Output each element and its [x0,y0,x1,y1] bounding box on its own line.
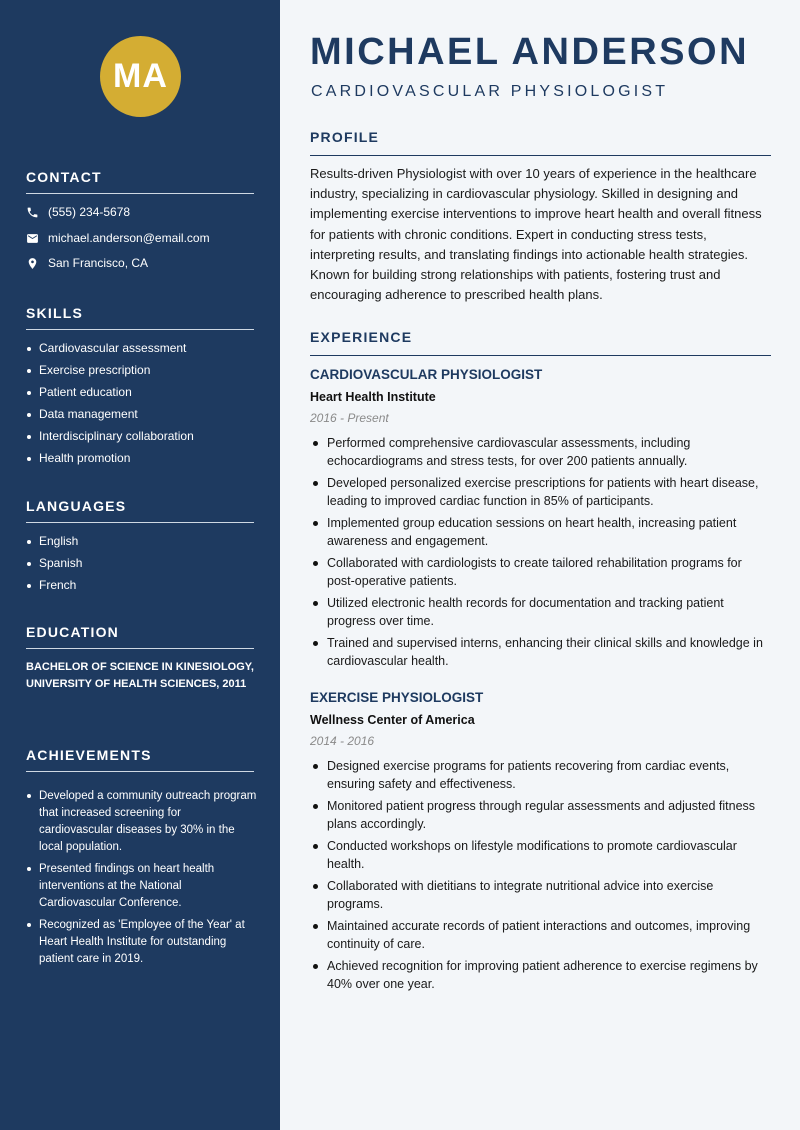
location-text: San Francisco, CA [48,256,149,270]
contact-location [26,256,148,270]
achievement-item: Presented findings on heart health interventions at the National Cardiovascular Conference. [26,861,258,912]
email-icon [26,232,39,245]
languages-heading: LANGUAGES [26,498,254,523]
job-bullet: Implemented group education sessions on heart health, increasing patient awareness and engagement. [310,514,772,550]
candidate-name: MICHAEL ANDERSON [310,31,750,73]
contact-heading: CONTACT [26,169,254,194]
job-bullet: Designed exercise programs for patients recovering from cardiac events, ensuring safety and effectiveness. [310,757,772,793]
job-bullet: Maintained accurate records of patient interactions and outcomes, improving continuity of care. [310,917,772,953]
language-item: English [26,534,256,556]
email-text: michael.anderson@email.com [48,231,210,245]
phone-text: (555) 234-5678 [48,205,131,219]
job-bullet: Monitored patient progress through regular assessments and adjusted fitness plans accordingly. [310,797,772,833]
skill-item: Patient education [26,385,256,407]
job-title: EXERCISE PHYSIOLOGIST [310,690,484,705]
job-bullet: Conducted workshops on lifestyle modifications to promote cardiovascular health. [310,837,772,873]
job-bullet: Trained and supervised interns, enhancing their clinical skills and knowledge in cardiovascular health. [310,634,772,670]
job-bullet: Utilized electronic health records for documentation and tracking patient progress over time. [310,594,772,630]
job-bullet: Collaborated with cardiologists to create tailored rehabilitation programs for post-operative patients. [310,554,772,590]
profile-heading: PROFILE [310,129,771,156]
sidebar [0,0,280,1130]
location-pin-icon [26,257,39,270]
avatar-initials: MA [100,36,181,117]
job-dates: 2014 - 2016 [310,734,375,748]
education-degree: BACHELOR OF SCIENCE IN KINESIOLOGY, UNIVERSITY OF HEALTH SCIENCES, 2011 [26,661,254,690]
phone-icon [26,206,39,219]
skill-item: Exercise prescription [26,363,256,385]
job-company: Heart Health Institute [310,390,436,404]
language-item: Spanish [26,556,256,578]
achievements-heading: ACHIEVEMENTS [26,747,254,772]
contact-email [26,231,210,245]
skills-list [26,341,256,473]
skill-item: Data management [26,407,256,429]
job-bullet: Achieved recognition for improving patient adherence to exercise regimens by 40% over one year. [310,957,772,993]
job-dates: 2016 - Present [310,411,389,425]
experience-heading: EXPERIENCE [310,329,771,356]
job-bullet: Collaborated with dietitians to integrate nutritional advice into exercise programs. [310,877,772,913]
skill-item: Interdisciplinary collaboration [26,429,256,451]
language-item: French [26,578,256,600]
contact-phone [26,205,130,219]
job-company: Wellness Center of America [310,713,475,727]
job-bullets [310,757,772,997]
education-heading: EDUCATION [26,624,254,649]
job-bullets [310,434,772,674]
job-bullet: Developed personalized exercise prescriptions for patients with heart disease, leading to improved cardiac function in 85% of participants. [310,474,772,510]
achievement-item: Developed a community outreach program that increased screening for cardiovascular diseases by 30% in the local population. [26,788,258,856]
job-title: CARDIOVASCULAR PHYSIOLOGIST [310,367,543,382]
profile-text: Results-driven Physiologist with over 10 years of experience in the healthcare industry, specializing in cardiovascular physiology. Skilled in designing and implementing exercise interventions to improve heart health and overall fitness for patients with chronic conditions. Expert in conducting stress tests, interpreting results, and translating findings into actionable health strategies. Known for building strong relationships with patients, fostering trust and encouraging adherence to prescribed health plans. [310,166,762,303]
achievements-list [26,788,258,973]
skill-item: Cardiovascular assessment [26,341,256,363]
skills-heading: SKILLS [26,305,254,330]
achievement-item: Recognized as 'Employee of the Year' at Heart Health Institute for outstanding patient care in 2019. [26,917,258,968]
candidate-title: CARDIOVASCULAR PHYSIOLOGIST [311,83,669,100]
languages-list [26,534,256,600]
job-bullet: Performed comprehensive cardiovascular assessments, including echocardiograms and stress tests, for over 200 patients annually. [310,434,772,470]
skill-item: Health promotion [26,451,256,473]
